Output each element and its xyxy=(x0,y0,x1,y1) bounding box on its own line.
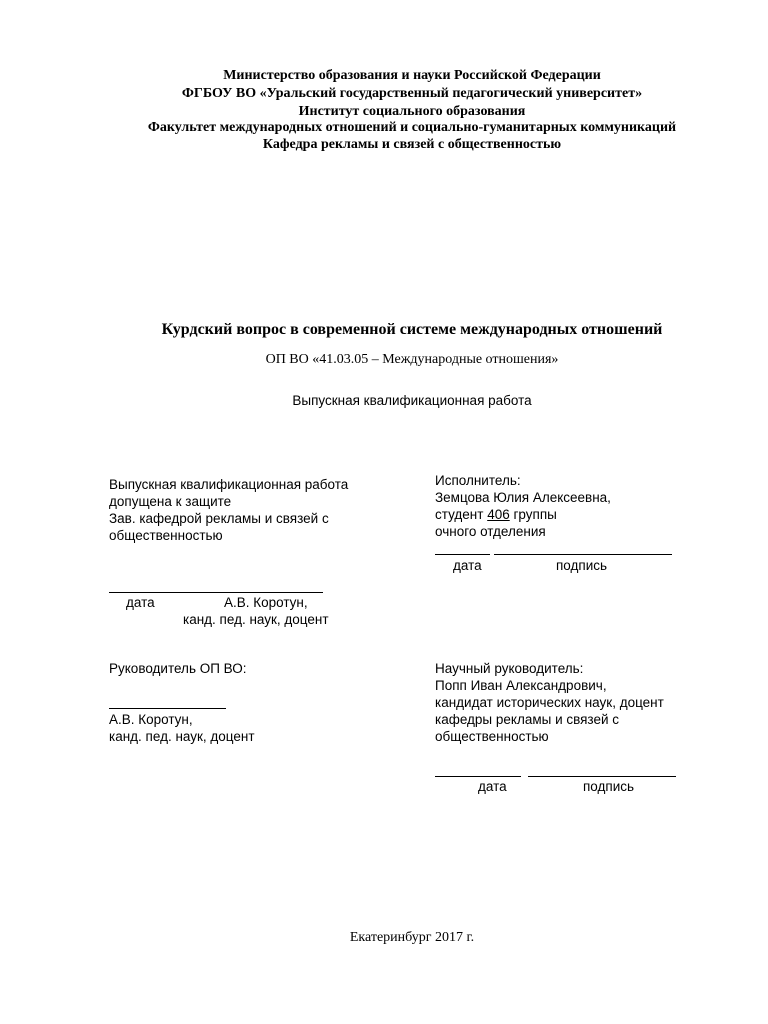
institute-line: Институт социального образования xyxy=(298,104,526,119)
work-type-line: Выпускная квалификационная работа xyxy=(292,393,532,408)
admission-name: А.В. Коротун, xyxy=(224,595,308,610)
admission-line-3: Зав. кафедрой рекламы и связей с xyxy=(109,511,329,526)
supervisor-label: Научный руководитель: xyxy=(435,661,584,676)
admission-signature-line xyxy=(163,592,323,593)
faculty-line: Факультет международных отношений и социально-гуманитарных коммуникаций xyxy=(147,120,677,135)
executor-date-line xyxy=(435,554,490,555)
supervisor-signature-line xyxy=(528,776,676,777)
executor-date-label: дата xyxy=(453,558,482,573)
supervisor-date-label: дата xyxy=(478,779,507,794)
supervisor-name: Попп Иван Александрович, xyxy=(435,678,607,693)
executor-group-suffix: группы xyxy=(513,507,557,522)
supervisor-signature-label: подпись xyxy=(583,779,635,794)
executor-group-number: 406 xyxy=(487,507,510,522)
program-head-degree: канд. пед. наук, доцент xyxy=(109,729,255,744)
city-year: Екатеринбург 2017 г. xyxy=(349,930,475,945)
supervisor-date-line xyxy=(435,776,521,777)
executor-signature-line xyxy=(494,554,672,555)
executor-group-line xyxy=(435,507,557,522)
executor-student-prefix: студент xyxy=(435,507,484,522)
supervisor-dept-line-2: общественностью xyxy=(435,729,549,744)
admission-line-4: общественностью xyxy=(109,528,223,543)
program-head-label: Руководитель ОП ВО: xyxy=(109,661,247,676)
program-head-signature-line xyxy=(109,708,226,709)
admission-line-2: допущена к защите xyxy=(109,494,232,509)
admission-date-label: дата xyxy=(126,595,155,610)
executor-department: очного отделения xyxy=(435,524,546,539)
university-line: ФГБОУ ВО «Уральский государственный педагогический университет» xyxy=(181,86,643,101)
supervisor-dept-line-1: кафедры рекламы и связей с xyxy=(435,712,620,727)
admission-degree: канд. пед. наук, доцент xyxy=(183,612,329,627)
executor-label: Исполнитель: xyxy=(435,473,521,488)
supervisor-degree: кандидат исторических наук, доцент xyxy=(435,695,664,710)
program-line: ОП ВО «41.03.05 – Международные отношения» xyxy=(265,352,559,367)
department-line: Кафедра рекламы и связей с общественностью xyxy=(262,137,562,152)
ministry-line: Министерство образования и науки Российской Федерации xyxy=(223,68,601,83)
executor-signature-label: подпись xyxy=(556,558,608,573)
admission-line-1: Выпускная квалификационная работа xyxy=(109,477,349,492)
executor-name: Земцова Юлия Алексеевна, xyxy=(435,490,611,505)
program-head-name: А.В. Коротун, xyxy=(109,712,193,727)
thesis-title: Курдский вопрос в современной системе международных отношений xyxy=(161,321,663,338)
